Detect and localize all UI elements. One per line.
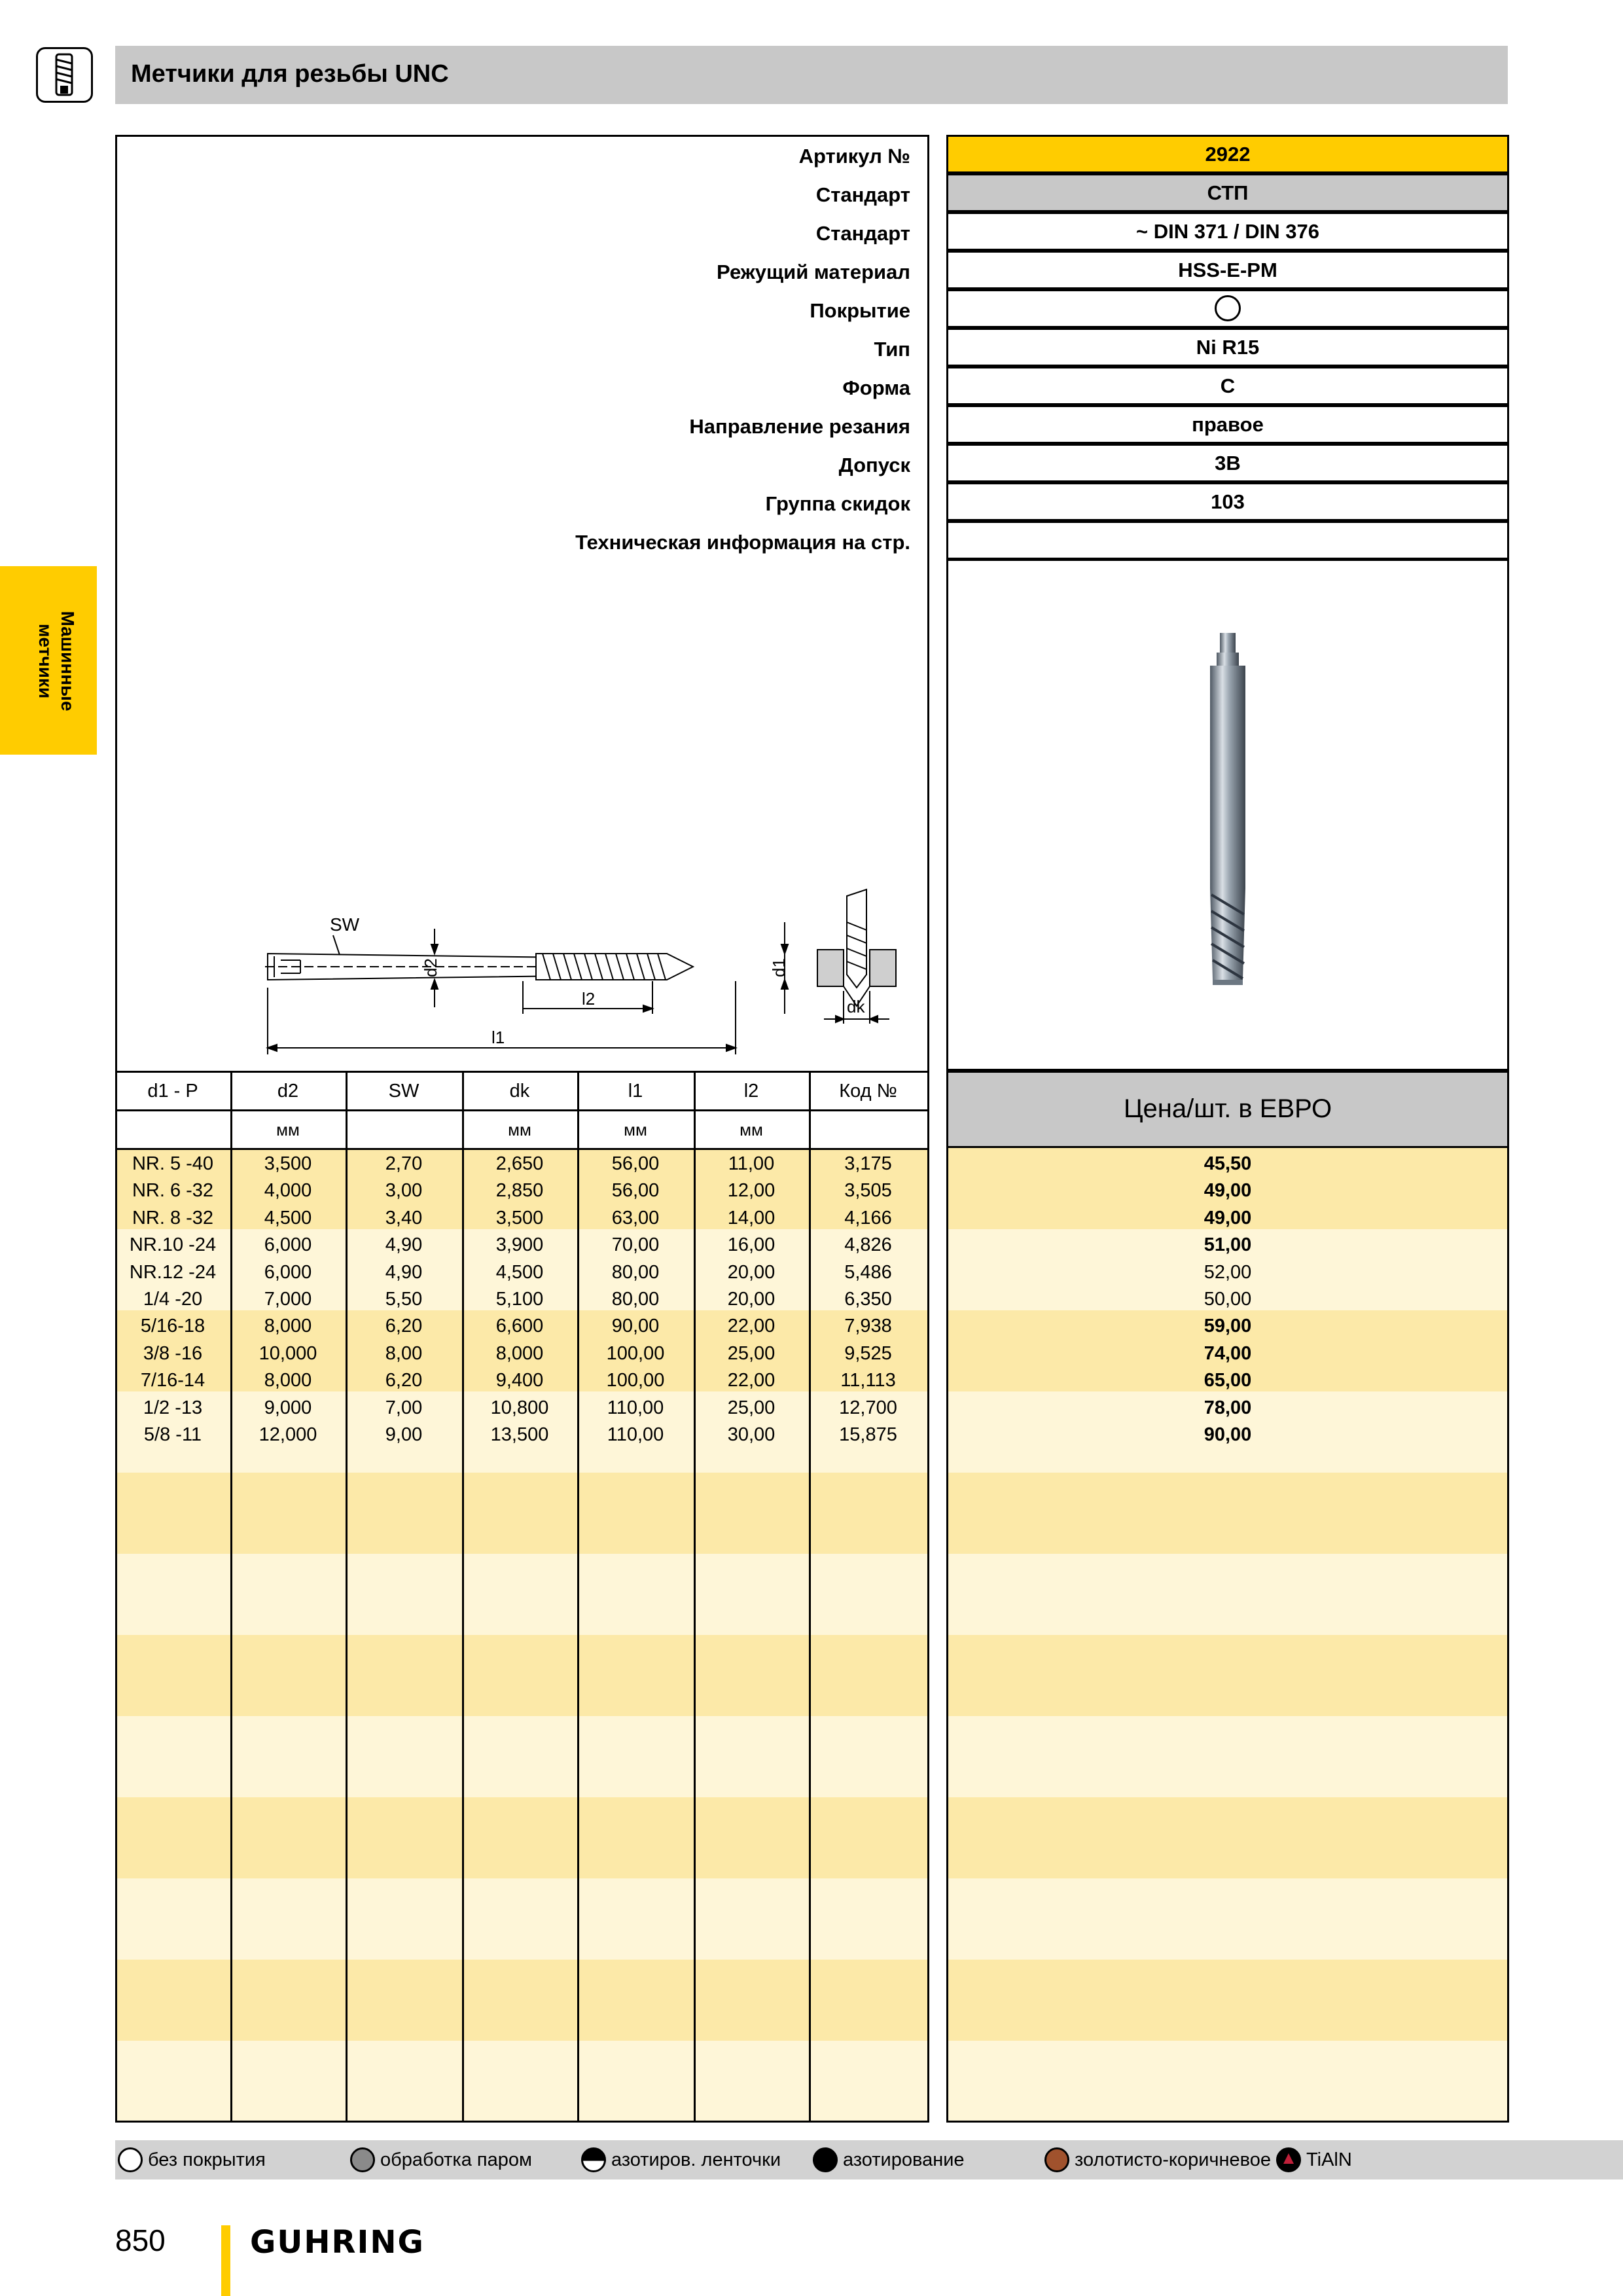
table-cell-l1: 70,00 bbox=[611, 1234, 660, 1256]
legend-item-steam bbox=[350, 2147, 532, 2173]
legend-label: золотисто-коричневое bbox=[1075, 2149, 1271, 2170]
nitrided-icon bbox=[813, 2147, 838, 2172]
drawing-label-d2: d2 bbox=[421, 958, 440, 977]
tap-technical-drawing bbox=[248, 883, 929, 1079]
spec-value-standard: СТП bbox=[946, 173, 1509, 212]
uncoated-icon bbox=[1215, 295, 1241, 321]
unit-d2: мм bbox=[276, 1120, 300, 1139]
table-cell-d1p: NR.10 -24 bbox=[129, 1234, 217, 1256]
col-header-l2: l2 bbox=[743, 1081, 759, 1102]
tap-product-image bbox=[948, 561, 1507, 1069]
drawing-label-dk: dk bbox=[847, 997, 865, 1016]
table-cell-l2: 11,00 bbox=[728, 1153, 775, 1174]
col-header-dk: dk bbox=[509, 1081, 530, 1102]
price-row-band bbox=[948, 1716, 1507, 1797]
col-header-d1p: d1 - P bbox=[147, 1081, 198, 1102]
table-cell-l2: 12,00 bbox=[727, 1180, 776, 1202]
table-cell-dk: 8,000 bbox=[495, 1342, 544, 1364]
table-cell-sw: 6,20 bbox=[385, 1370, 423, 1391]
row-band bbox=[115, 2041, 929, 2121]
spec-label-form: Форма bbox=[842, 376, 910, 399]
table-cell-d1p: 7/16-14 bbox=[140, 1370, 205, 1391]
table-cell-l2: 25,00 bbox=[727, 1397, 776, 1418]
table-cell-d1p: NR. 8 -32 bbox=[132, 1207, 214, 1229]
spec-value-standard-din: ~ DIN 371 / DIN 376 bbox=[946, 212, 1509, 251]
table-cell-l1: 100,00 bbox=[606, 1342, 665, 1364]
legend-item-gold-brown bbox=[1044, 2147, 1271, 2173]
price-row-band bbox=[948, 1473, 1507, 1554]
price-cell: 74,00 bbox=[1204, 1342, 1252, 1364]
table-cell-sw: 3,40 bbox=[385, 1207, 423, 1229]
price-cell: 65,00 bbox=[1204, 1370, 1252, 1391]
legend-label: без покрытия bbox=[148, 2149, 266, 2170]
table-cell-d1p: 1/4 -20 bbox=[143, 1289, 203, 1310]
row-band bbox=[115, 1554, 929, 1635]
table-cell-sw: 5,50 bbox=[385, 1289, 423, 1310]
spec-value-tolerance: 3B bbox=[946, 444, 1509, 482]
price-cell: 78,00 bbox=[1204, 1397, 1252, 1418]
table-cell-l2: 30,00 bbox=[727, 1424, 776, 1445]
table-cell-code: 5,486 bbox=[844, 1261, 892, 1283]
page-number: 850 bbox=[115, 2223, 166, 2257]
table-cell-code: 15,875 bbox=[839, 1424, 897, 1445]
table-cell-code: 4,826 bbox=[844, 1234, 892, 1256]
table-cell-d2: 9,000 bbox=[264, 1397, 312, 1418]
price-row-band bbox=[948, 1554, 1507, 1635]
table-cell-dk: 2,650 bbox=[495, 1153, 544, 1174]
table-cell-l2: 25,00 bbox=[727, 1342, 776, 1364]
table-cell-l1: 80,00 bbox=[611, 1261, 660, 1283]
spec-label-material: Режущий материал bbox=[717, 260, 910, 283]
price-row-band bbox=[948, 1635, 1507, 1716]
row-band bbox=[115, 1878, 929, 1960]
table-cell-sw: 2,70 bbox=[385, 1153, 423, 1174]
unit-l1: мм bbox=[624, 1120, 647, 1139]
legend-item-tialn bbox=[1276, 2147, 1352, 2173]
table-cell-d2: 10,000 bbox=[259, 1342, 317, 1364]
nitrided-land-icon bbox=[581, 2147, 606, 2172]
table-cell-code: 6,350 bbox=[844, 1289, 892, 1310]
table-cell-code: 4,166 bbox=[844, 1207, 892, 1229]
table-cell-sw: 4,90 bbox=[385, 1261, 423, 1283]
brand-logo: GUHRING bbox=[250, 2224, 425, 2261]
price-cell: 49,00 bbox=[1204, 1207, 1252, 1229]
row-band bbox=[115, 1635, 929, 1716]
gold-brown-icon bbox=[1044, 2147, 1069, 2172]
table-cell-d2: 6,000 bbox=[264, 1234, 312, 1256]
price-row-band bbox=[948, 2041, 1507, 2121]
table-cell-sw: 7,00 bbox=[385, 1397, 423, 1418]
table-cell-l1: 56,00 bbox=[611, 1180, 660, 1202]
table-cell-l2: 20,00 bbox=[727, 1261, 776, 1283]
table-cell-dk: 10,800 bbox=[490, 1397, 549, 1418]
spec-value-coating bbox=[946, 289, 1509, 328]
legend-item-uncoated bbox=[118, 2147, 266, 2173]
table-cell-code: 3,175 bbox=[844, 1153, 892, 1174]
table-cell-d1p: 1/2 -13 bbox=[143, 1397, 203, 1418]
table-cell-l1: 110,00 bbox=[607, 1397, 664, 1418]
table-cell-d1p: NR. 5 -40 bbox=[132, 1153, 214, 1174]
col-header-sw: SW bbox=[388, 1081, 419, 1102]
table-cell-d2: 3,500 bbox=[264, 1153, 312, 1174]
table-cell-d2: 4,000 bbox=[264, 1180, 312, 1202]
col-header-d2: d2 bbox=[277, 1081, 299, 1102]
uncoated-icon bbox=[118, 2147, 143, 2172]
table-cell-d2: 8,000 bbox=[264, 1316, 312, 1337]
tialn-icon bbox=[1276, 2147, 1301, 2172]
dimensions-table bbox=[115, 1071, 929, 2123]
table-cell-dk: 4,500 bbox=[495, 1261, 544, 1283]
spec-value-cutting-direction: правое bbox=[946, 405, 1509, 444]
legend-item-nitrided bbox=[813, 2147, 965, 2173]
page-title: Метчики для резьбы UNC bbox=[131, 60, 449, 88]
table-cell-d1p: NR. 6 -32 bbox=[132, 1180, 214, 1202]
tap-icon bbox=[36, 47, 93, 103]
price-cell: 59,00 bbox=[1204, 1316, 1252, 1337]
table-cell-d2: 6,000 bbox=[264, 1261, 312, 1283]
unit-sw bbox=[346, 1109, 462, 1148]
spec-label-discount-group: Группа скидок bbox=[765, 492, 910, 515]
table-cell-d1p: 5/16-18 bbox=[140, 1316, 205, 1337]
drawing-label-sw: SW bbox=[330, 914, 360, 935]
table-cell-dk: 9,400 bbox=[495, 1370, 544, 1391]
table-cell-l1: 100,00 bbox=[606, 1370, 665, 1391]
row-band bbox=[115, 1960, 929, 2041]
table-cell-code: 9,525 bbox=[844, 1342, 892, 1364]
price-column bbox=[946, 1148, 1509, 2123]
table-cell-l2: 22,00 bbox=[727, 1316, 776, 1337]
table-cell-l2: 14,00 bbox=[727, 1207, 776, 1229]
table-cell-code: 3,505 bbox=[844, 1180, 892, 1202]
spec-value-type: Ni R15 bbox=[946, 328, 1509, 367]
row-band bbox=[115, 1473, 929, 1554]
price-cell: 52,00 bbox=[1204, 1261, 1252, 1283]
table-cell-code: 7,938 bbox=[844, 1316, 892, 1337]
table-cell-dk: 3,500 bbox=[495, 1207, 544, 1229]
table-cell-code: 12,700 bbox=[839, 1397, 897, 1418]
table-cell-l1: 56,00 bbox=[611, 1153, 660, 1174]
legend-label: обработка паром bbox=[380, 2149, 532, 2170]
row-band bbox=[115, 1716, 929, 1797]
legend-label: азотиров. ленточки bbox=[611, 2149, 781, 2170]
col-header-l1: l1 bbox=[628, 1081, 643, 1102]
legend-label: азотирование bbox=[843, 2149, 965, 2170]
spec-value-article: 2922 bbox=[946, 135, 1509, 173]
table-cell-d1p: 3/8 -16 bbox=[143, 1342, 203, 1364]
price-row-band bbox=[948, 1960, 1507, 2041]
price-row-band bbox=[948, 1878, 1507, 1960]
table-cell-d1p: 5/8 -11 bbox=[143, 1424, 202, 1445]
side-tab-label: Машинные метчики bbox=[35, 611, 78, 711]
table-cell-sw: 4,90 bbox=[385, 1234, 423, 1256]
table-cell-l2: 20,00 bbox=[727, 1289, 776, 1310]
drawing-label-d1: d1 bbox=[769, 958, 789, 977]
table-cell-code: 11,113 bbox=[840, 1370, 896, 1391]
spec-label-tolerance: Допуск bbox=[838, 454, 910, 476]
spec-label-standard-din: Стандарт bbox=[815, 222, 910, 245]
price-cell: 50,00 bbox=[1204, 1289, 1252, 1310]
table-cell-l1: 110,00 bbox=[607, 1424, 664, 1445]
unit-code bbox=[809, 1109, 927, 1148]
spec-label-tech-info: Техническая информация на стр. bbox=[575, 531, 910, 554]
unit-l2: мм bbox=[740, 1120, 763, 1139]
table-cell-dk: 5,100 bbox=[495, 1289, 544, 1310]
table-cell-sw: 8,00 bbox=[385, 1342, 423, 1364]
price-cell: 90,00 bbox=[1204, 1424, 1252, 1445]
table-cell-d2: 8,000 bbox=[264, 1370, 312, 1391]
table-cell-l2: 22,00 bbox=[727, 1370, 776, 1391]
spec-label-article: Артикул № bbox=[798, 145, 910, 168]
unit-d1p bbox=[115, 1109, 230, 1148]
legend-item-nitrided-land bbox=[581, 2147, 781, 2173]
table-cell-d2: 7,000 bbox=[264, 1289, 312, 1310]
table-cell-d1p: NR.12 -24 bbox=[129, 1261, 217, 1283]
table-cell-dk: 2,850 bbox=[495, 1180, 544, 1202]
table-cell-dk: 6,600 bbox=[495, 1316, 544, 1337]
spec-value-material: HSS-E-PM bbox=[946, 251, 1509, 289]
spec-value-form: C bbox=[946, 367, 1509, 405]
spec-label-coating: Покрытие bbox=[810, 299, 910, 322]
spec-value-tech-info bbox=[946, 521, 1509, 560]
table-cell-sw: 9,00 bbox=[385, 1424, 423, 1445]
table-cell-dk: 3,900 bbox=[495, 1234, 544, 1256]
product-image-box bbox=[946, 559, 1509, 1071]
price-cell: 49,00 bbox=[1204, 1180, 1252, 1202]
legend-label: TiAlN bbox=[1306, 2149, 1352, 2170]
price-row-band bbox=[948, 1797, 1507, 1878]
table-cell-dk: 13,500 bbox=[490, 1424, 549, 1445]
spec-label-standard: Стандарт bbox=[815, 183, 910, 206]
table-cell-d2: 4,500 bbox=[264, 1207, 312, 1229]
row-band bbox=[115, 1797, 929, 1878]
steam-treated-icon bbox=[350, 2147, 375, 2172]
unit-dk: мм bbox=[508, 1120, 531, 1139]
drawing-label-l1: l1 bbox=[491, 1028, 505, 1047]
spec-label-type: Тип bbox=[874, 338, 910, 361]
spec-value-discount-group: 103 bbox=[946, 482, 1509, 521]
table-cell-sw: 3,00 bbox=[385, 1180, 423, 1202]
table-cell-d2: 12,000 bbox=[259, 1424, 317, 1445]
drawing-label-l2: l2 bbox=[582, 989, 596, 1009]
table-cell-sw: 6,20 bbox=[385, 1316, 423, 1337]
table-cell-l2: 16,00 bbox=[727, 1234, 776, 1256]
table-cell-l1: 80,00 bbox=[611, 1289, 660, 1310]
footer-accent-bar bbox=[221, 2225, 230, 2296]
price-cell: 51,00 bbox=[1204, 1234, 1252, 1256]
table-cell-l1: 63,00 bbox=[611, 1207, 660, 1229]
col-header-code: Код № bbox=[839, 1081, 897, 1102]
price-cell: 45,50 bbox=[1204, 1153, 1252, 1174]
price-header: Цена/шт. в ЕВРО bbox=[946, 1071, 1509, 1148]
table-cell-l1: 90,00 bbox=[611, 1316, 660, 1337]
spec-label-cutting-direction: Направление резания bbox=[689, 415, 910, 438]
